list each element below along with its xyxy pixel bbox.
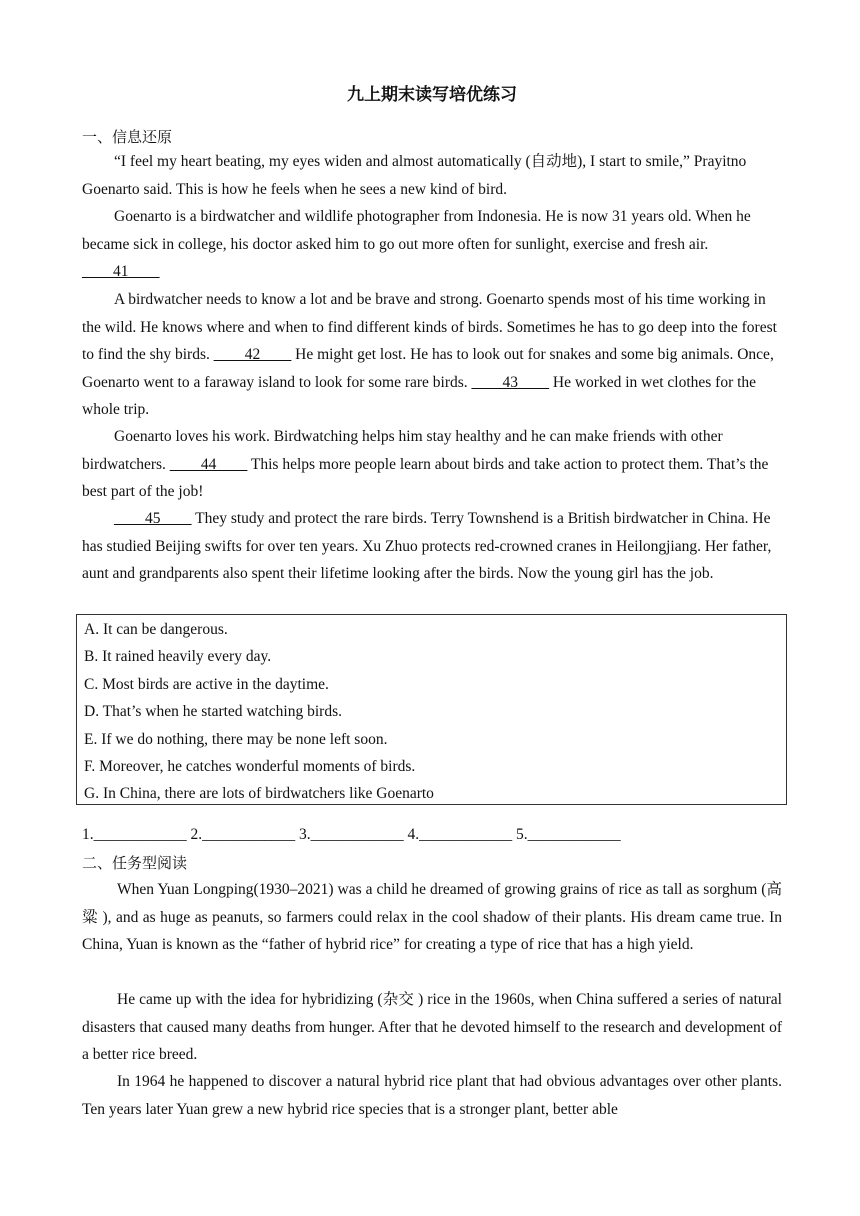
paragraph-3-text-a: A birdwatcher needs to know a lot and be brave and strong. Goenarto spends most of his time working in the wild. He knows where and when to find different kinds of birds. Sometimes he has to go deep into the forest to find the shy birds.	[82, 291, 777, 363]
paragraph-4	[82, 423, 782, 506]
blank-44: ____44____	[169, 455, 248, 473]
option-c: C. Most birds are active in the daytime.	[84, 676, 329, 693]
paragraph-3-text-b: He might get lost. He has to look out for snakes and some big animals. Once, Goenarto went to a faraway island to look for some rare birds.	[82, 346, 774, 391]
paragraph-4-text-b: This helps more people learn about birds and take action to protect them. That’s the best part of the job!	[82, 455, 769, 500]
paragraph-5	[82, 505, 782, 588]
option-e: E. If we do nothing, there may be none left soon.	[84, 731, 388, 748]
paragraph-4-text-a: Goenarto loves his work. Birdwatching helps him stay healthy and he can make friends with other birdwatchers.	[82, 428, 723, 473]
blank-41: ____41____	[82, 263, 160, 280]
paragraph-3-text-c: He worked in wet clothes for the whole trip.	[82, 373, 757, 418]
paragraph-2	[82, 203, 782, 286]
paragraph-2-text: Goenarto is a birdwatcher and wildlife photographer from Indonesia. He is now 31 years old. When he became sick in college, his doctor asked him to go out more often for sunlight, exercise and fresh air.	[82, 208, 751, 253]
option-g: G. In China, there are lots of birdwatchers like Goenarto	[84, 785, 434, 802]
section-heading-task-reading: 二、任务型阅读	[82, 854, 188, 872]
paragraph-yuan-3: In 1964 he happened to discover a natural hybrid rice plant that had obvious advantages over other plants. Ten years later Yuan grew a new hybrid rice species that is a stronger plant, better able	[82, 1073, 782, 1118]
paragraph-3	[82, 286, 782, 424]
section-heading-info-restore: 一、信息还原	[82, 128, 173, 146]
option-f: F. Moreover, he catches wonderful moments of birds.	[84, 758, 416, 775]
answer-blanks: 1.____________ 2.____________ 3.____________ 4.____________ 5.____________	[82, 826, 621, 843]
paragraph-5-text: They study and protect the rare birds. Terry Townshend is a British birdwatcher in China. He has studied Beijing swifts for over ten years. Xu Zhuo protects red-crowned cranes in Heilongjiang. Her father, aunt and grandparents also spent their lifetime looking after the birds. Now the young girl has the job.	[82, 510, 772, 582]
blank-43: ____43____	[471, 373, 550, 391]
options-box	[76, 614, 787, 805]
option-d: D. That’s when he started watching birds.	[84, 703, 342, 720]
option-a: A. It can be dangerous.	[84, 621, 228, 638]
page-title: 九上期末读写培优练习	[347, 85, 517, 105]
paragraph-yuan-1: When Yuan Longping(1930–2021) was a child he dreamed of growing grains of rice as tall as sorghum (高粱 ), and as huge as peanuts, so farmers could relax in the cool shadow of their plants. His dream came true. In China, Yuan is known as the “father of hybrid rice” for creating a type of rice that has a high yield.	[82, 881, 782, 953]
paragraph-yuan-2: He came up with the idea for hybridizing (杂交 ) rice in the 1960s, when China suffered a series of natural disasters that caused many deaths from hunger. After that he devoted himself to the research and development of a better rice breed.	[82, 991, 782, 1063]
blank-42: ____42____	[213, 346, 292, 363]
paragraph-1: “I feel my heart beating, my eyes widen and almost automatically (自动地), I start to smile,” Prayitno Goenarto said. This is how he feels when he sees a new kind of bird.	[82, 153, 747, 198]
blank-45: ____45____	[114, 510, 192, 527]
option-b: B. It rained heavily every day.	[84, 648, 272, 665]
